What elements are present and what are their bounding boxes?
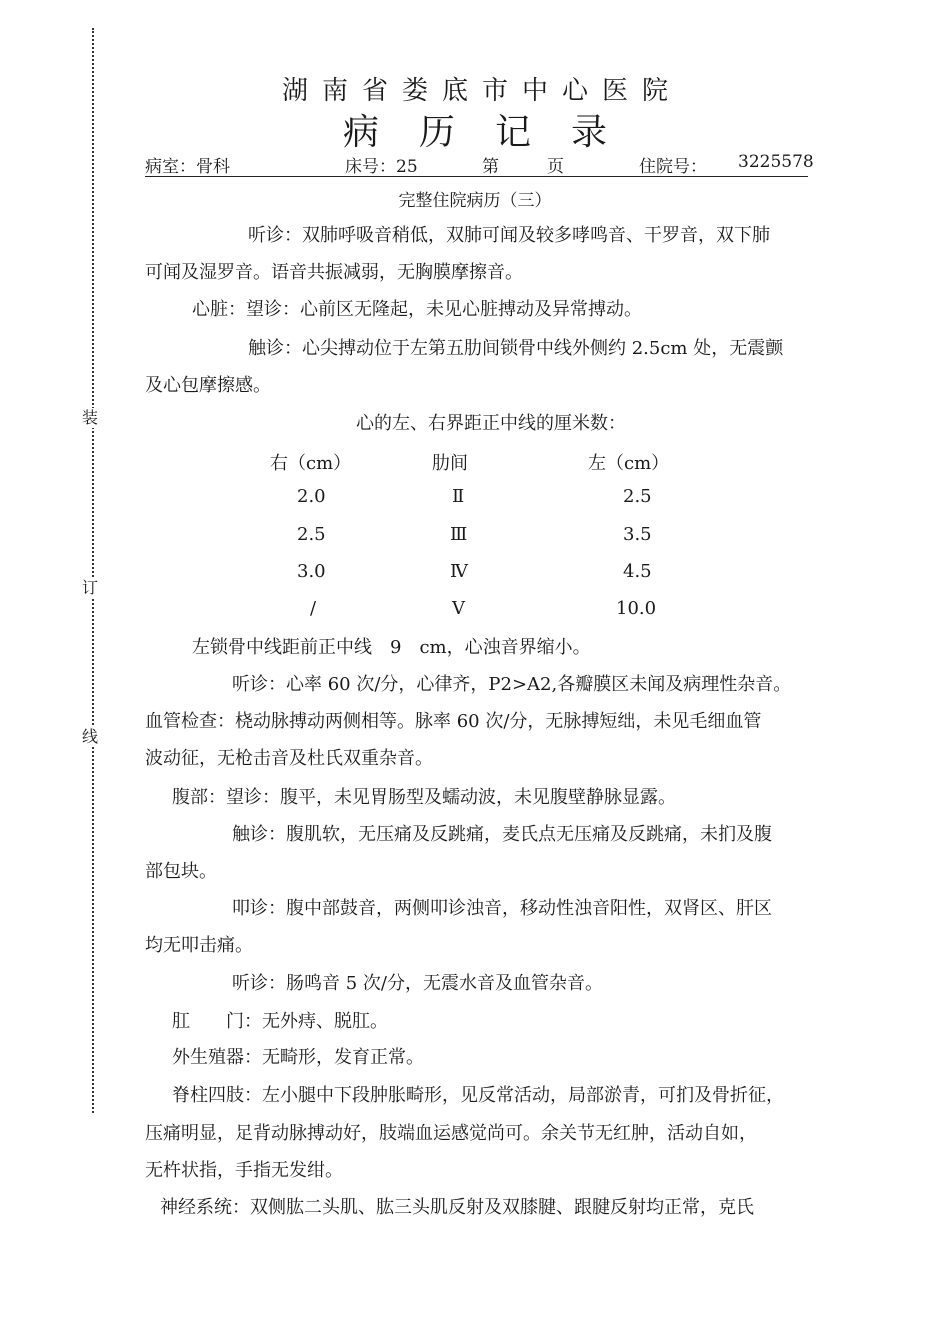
table-cell-left: 2.5 <box>623 486 652 507</box>
genitalia-exam-line: 外生殖器：无畸形，发育正常。 <box>172 1047 424 1068</box>
heart-border-caption: 心的左、右界距正中线的厘米数： <box>356 413 626 434</box>
vascular-exam-line-2: 波动征，无枪击音及杜氏双重杂音。 <box>145 748 433 769</box>
table-cell-intercostal: Ⅴ <box>452 598 465 619</box>
table-cell-intercostal: Ⅲ <box>450 524 468 545</box>
abdomen-palpation-line-2: 部包块。 <box>145 861 217 882</box>
heart-palpation-line-1: 触诊：心尖搏动位于左第五肋间锁骨中线外侧约 2.5cm 处，无震颤 <box>248 338 784 359</box>
table-cell-left: 3.5 <box>623 524 652 545</box>
table-cell-left: 4.5 <box>623 561 652 582</box>
admission-number: 3225578 <box>738 152 814 172</box>
heart-inspection-line: 心脏：望诊：心前区无隆起，未见心脏搏动及异常搏动。 <box>192 299 642 320</box>
document-title: 病历记录 <box>342 112 647 153</box>
binding-char-ding: 订 <box>82 578 99 597</box>
table-header-left: 左（cm） <box>588 453 670 474</box>
hospital-name: 湖南省娄底市中心医院 <box>281 76 682 106</box>
clavicular-line-distance: 左锁骨中线距前正中线 9 cm，心浊音界缩小。 <box>192 637 591 658</box>
nervous-system-line: 神经系统：双侧肱二头肌、肱三头肌反射及双膝腱、跟腱反射均正常，克氏 <box>160 1197 754 1218</box>
abdomen-percussion-line-2: 均无叩击痛。 <box>145 935 253 956</box>
table-cell-right: / <box>310 598 317 619</box>
lung-auscultation-line-2: 可闻及湿罗音。语音共振减弱，无胸膜摩擦音。 <box>145 262 523 283</box>
table-cell-intercostal: Ⅱ <box>452 486 465 507</box>
page-label-suffix: 页 <box>547 157 564 177</box>
record-header <box>145 150 814 177</box>
spine-limbs-line-2: 压痛明显，足背动脉搏动好，肢端血运感觉尚可。余关节无红肿，活动自如， <box>145 1123 757 1144</box>
table-cell-right: 3.0 <box>297 561 326 582</box>
binding-char-xian: 线 <box>82 727 99 746</box>
table-header-right: 右（cm） <box>270 453 352 474</box>
section-subtitle: 完整住院病历（三） <box>398 191 552 211</box>
bed-label: 床号：25 <box>345 157 418 177</box>
page-label-prefix: 第 <box>482 157 499 177</box>
vascular-exam-line-1: 血管检查：桡动脉搏动两侧相等。脉率 60 次/分，无脉搏短绌，未见毛细血管 <box>145 711 762 732</box>
abdomen-percussion-line-1: 叩诊：腹中部鼓音，两侧叩诊浊音，移动性浊音阳性，双肾区、肝区 <box>232 898 772 919</box>
table-cell-right: 2.5 <box>297 524 326 545</box>
binding-char-zhuang: 装 <box>82 408 99 427</box>
abdomen-inspection-line: 腹部：望诊：腹平，未见胃肠型及蠕动波，未见腹壁静脉显露。 <box>172 787 676 808</box>
anus-exam-line: 肛 门：无外痔、脱肛。 <box>172 1011 388 1032</box>
table-header-intercostal: 肋间 <box>432 453 468 474</box>
lung-auscultation-line-1: 听诊：双肺呼吸音稍低，双肺可闻及较多哮鸣音、干罗音，双下肺 <box>248 225 770 246</box>
admission-label: 住院号： <box>639 157 707 177</box>
abdomen-palpation-line-1: 触诊：腹肌软，无压痛及反跳痛，麦氏点无压痛及反跳痛，未扪及腹 <box>232 824 772 845</box>
abdomen-auscultation-line: 听诊：肠鸣音 5 次/分，无震水音及血管杂音。 <box>232 973 603 994</box>
heart-auscultation-line: 听诊：心率 60 次/分，心律齐，P2>A2,各瓣膜区未闻及病理性杂音。 <box>232 674 792 695</box>
spine-limbs-line-3: 无杵状指，手指无发绀。 <box>145 1160 343 1181</box>
spine-limbs-line-1: 脊柱四肢：左小腿中下段肿胀畸形，见反常活动，局部淤青，可扪及骨折征， <box>172 1085 784 1106</box>
heart-palpation-line-2: 及心包摩擦感。 <box>145 375 271 396</box>
table-cell-intercostal: Ⅳ <box>450 561 468 582</box>
table-cell-right: 2.0 <box>297 486 326 507</box>
table-cell-left: 10.0 <box>616 598 657 619</box>
ward-label: 病室：骨科 <box>145 157 230 177</box>
